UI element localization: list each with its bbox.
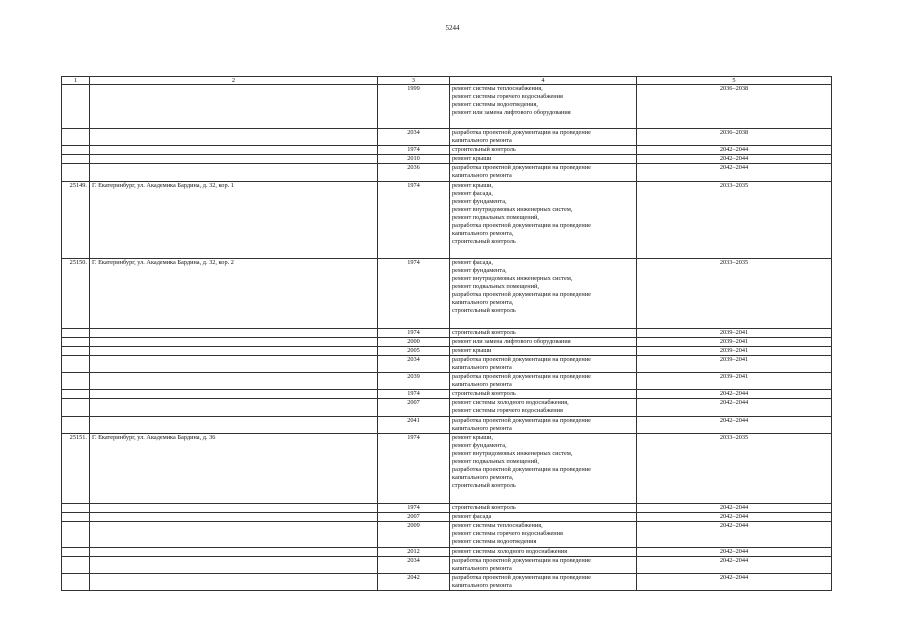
work-item: капитального ремонта — [452, 565, 512, 573]
column-number-4: 4 — [450, 77, 637, 85]
work-item: капитального ремонта — [452, 363, 512, 371]
work-item: ремонт фундамента, — [452, 197, 507, 205]
period-cell: 2039–2041 — [637, 337, 832, 346]
table-row — [62, 512, 832, 521]
row-number-cell — [62, 416, 90, 433]
address-cell — [90, 512, 378, 521]
period-cell: 2033–2035 — [637, 433, 832, 503]
work-item: капитального ремонта — [452, 381, 512, 389]
year-cell: 2034 — [378, 129, 450, 146]
work-item: капитального ремонта, — [452, 299, 514, 307]
row-number-cell — [62, 337, 90, 346]
row-number-cell — [62, 129, 90, 146]
table-body — [62, 77, 832, 591]
row-number-cell — [62, 373, 90, 390]
period-cell: 2042–2044 — [637, 512, 832, 521]
works-cell — [450, 164, 637, 181]
table-row — [62, 328, 832, 337]
works-cell — [450, 355, 637, 372]
address-cell — [90, 85, 378, 129]
table-row — [62, 155, 832, 164]
period-cell: 2042–2044 — [637, 503, 832, 512]
year-cell: 2036 — [378, 164, 450, 181]
works-cell — [450, 547, 637, 556]
work-item: ремонт внутридомовых инженерных систем, — [452, 274, 573, 282]
work-item: капитального ремонта, — [452, 230, 514, 238]
table-header-row — [62, 77, 832, 85]
work-item: капитального ремонта — [452, 424, 512, 432]
period-cell: 2039–2041 — [637, 373, 832, 390]
address-cell — [90, 373, 378, 390]
work-item: ремонт системы холодного водоснабжения, — [452, 399, 569, 407]
work-item: ремонт системы горячего водоснабжения — [452, 407, 563, 415]
address-cell — [90, 146, 378, 155]
address-cell — [90, 547, 378, 556]
row-number-cell — [62, 503, 90, 512]
work-item: ремонт системы холодного водоснабжения — [452, 547, 568, 555]
row-number-cell — [62, 346, 90, 355]
period-cell: 2042–2044 — [637, 146, 832, 155]
period-cell: 2042–2044 — [637, 416, 832, 433]
table-row — [62, 346, 832, 355]
period-cell: 2033–2035 — [637, 181, 832, 258]
address-cell — [90, 355, 378, 372]
work-item: строительный контроль — [452, 238, 516, 246]
address-cell — [90, 399, 378, 416]
row-number-cell — [62, 574, 90, 591]
column-number-2: 2 — [90, 77, 378, 85]
work-item: капитального ремонта — [452, 172, 512, 180]
works-cell — [450, 512, 637, 521]
address-cell — [90, 129, 378, 146]
year-cell: 2007 — [378, 399, 450, 416]
work-item: разработка проектной документации на проведение — [452, 466, 591, 474]
table-row — [62, 258, 832, 328]
address-cell — [90, 390, 378, 399]
work-item: ремонт фундамента, — [452, 441, 507, 449]
year-cell: 2042 — [378, 574, 450, 591]
period-cell: 2036–2038 — [637, 129, 832, 146]
work-item: ремонт внутридомовых инженерных систем, — [452, 449, 573, 457]
work-item: ремонт подвальных помещений, — [452, 457, 539, 465]
work-item: строительный контроль — [452, 146, 516, 154]
work-item: строительный контроль — [452, 307, 516, 315]
work-item: капитального ремонта — [452, 137, 512, 145]
works-cell — [450, 258, 637, 328]
table-row — [62, 503, 832, 512]
year-cell: 2034 — [378, 556, 450, 573]
period-cell: 2042–2044 — [637, 399, 832, 416]
table-row — [62, 146, 832, 155]
work-item: разработка проектной документации на проведение — [452, 222, 591, 230]
work-item: разработка проектной документации на проведение — [452, 290, 591, 298]
table-row — [62, 181, 832, 258]
year-cell: 1974 — [378, 433, 450, 503]
address-cell — [90, 155, 378, 164]
address-cell — [90, 574, 378, 591]
works-cell — [450, 146, 637, 155]
address-cell — [90, 521, 378, 547]
works-cell — [450, 373, 637, 390]
year-cell: 2041 — [378, 416, 450, 433]
period-cell: 2042–2044 — [637, 556, 832, 573]
work-item: ремонт крыши, — [452, 181, 494, 189]
work-item: ремонт системы водоотведения — [452, 538, 537, 546]
table-row — [62, 164, 832, 181]
table-row — [62, 416, 832, 433]
work-item: разработка проектной документации на проведение — [452, 574, 591, 582]
column-number-5: 5 — [637, 77, 832, 85]
table-row — [62, 433, 832, 503]
works-cell — [450, 129, 637, 146]
row-number-cell — [62, 556, 90, 573]
works-cell — [450, 181, 637, 258]
work-item: разработка проектной документации на проведение — [452, 355, 591, 363]
table-row — [62, 390, 832, 399]
work-item: ремонт системы теплоснабжения, — [452, 85, 543, 92]
year-cell: 2034 — [378, 355, 450, 372]
address-cell — [90, 164, 378, 181]
year-cell: 1974 — [378, 258, 450, 328]
work-item: строительный контроль — [452, 503, 516, 511]
work-item: капитального ремонта, — [452, 474, 514, 482]
repair-schedule-table — [61, 76, 832, 591]
column-number-1: 1 — [62, 77, 90, 85]
work-item: ремонт системы водоотведения, — [452, 101, 538, 109]
work-item: строительный контроль — [452, 390, 516, 398]
table-row — [62, 373, 832, 390]
row-number-cell — [62, 164, 90, 181]
work-item: ремонт внутридомовых инженерных систем, — [452, 205, 573, 213]
year-cell: 2009 — [378, 521, 450, 547]
address-cell — [90, 337, 378, 346]
row-number-cell — [62, 547, 90, 556]
period-cell: 2042–2044 — [637, 521, 832, 547]
work-item: ремонт крыши — [452, 155, 492, 163]
works-cell — [450, 416, 637, 433]
year-cell: 2005 — [378, 346, 450, 355]
work-item: разработка проектной документации на проведение — [452, 373, 591, 381]
work-item: ремонт фасада, — [452, 189, 493, 197]
address-cell — [90, 346, 378, 355]
address-cell: Г. Екатеринбург, ул. Академика Бардина, д. 36 — [90, 433, 378, 503]
period-cell: 2042–2044 — [637, 390, 832, 399]
works-cell — [450, 390, 637, 399]
row-number-cell — [62, 155, 90, 164]
row-number-cell — [62, 328, 90, 337]
work-item: ремонт системы теплоснабжения, — [452, 521, 543, 529]
table-row — [62, 355, 832, 372]
year-cell: 2007 — [378, 512, 450, 521]
year-cell: 2012 — [378, 547, 450, 556]
period-cell: 2033–2035 — [637, 258, 832, 328]
period-cell: 2036–2038 — [637, 85, 832, 129]
works-cell — [450, 155, 637, 164]
year-cell: 1974 — [378, 181, 450, 258]
address-cell: Г. Екатеринбург, ул. Академика Бардина, д. 32, кор. 1 — [90, 181, 378, 258]
work-item: разработка проектной документации на проведение — [452, 129, 591, 136]
row-number-cell — [62, 85, 90, 129]
address-cell: Г. Екатеринбург, ул. Академика Бардина, д. 32, кор. 2 — [90, 258, 378, 328]
row-number-cell — [62, 521, 90, 547]
period-cell: 2039–2041 — [637, 328, 832, 337]
row-number-cell — [62, 399, 90, 416]
works-cell — [450, 328, 637, 337]
works-cell — [450, 433, 637, 503]
row-number-cell — [62, 390, 90, 399]
row-number-cell — [62, 512, 90, 521]
period-cell: 2042–2044 — [637, 164, 832, 181]
row-number-cell: 25150. — [62, 258, 90, 328]
work-item: ремонт системы горячего водоснабжения — [452, 93, 563, 101]
works-cell — [450, 503, 637, 512]
work-item: капитального ремонта — [452, 582, 512, 590]
row-number-cell — [62, 146, 90, 155]
address-cell — [90, 416, 378, 433]
table-row — [62, 574, 832, 591]
address-cell — [90, 556, 378, 573]
work-item: ремонт подвальных помещений, — [452, 282, 539, 290]
address-cell — [90, 503, 378, 512]
work-item: ремонт системы горячего водоснабжения — [452, 529, 563, 537]
table-row — [62, 85, 832, 129]
work-item: ремонт фасада, — [452, 258, 493, 266]
year-cell: 1974 — [378, 146, 450, 155]
address-cell — [90, 328, 378, 337]
work-item: разработка проектной документации на проведение — [452, 416, 591, 424]
work-item: строительный контроль — [452, 482, 516, 490]
year-cell: 1974 — [378, 390, 450, 399]
works-cell — [450, 399, 637, 416]
year-cell: 2000 — [378, 337, 450, 346]
work-item: разработка проектной документации на проведение — [452, 164, 591, 172]
table-row — [62, 556, 832, 573]
work-item: ремонт или замена лифтового оборудования — [452, 337, 571, 345]
works-cell — [450, 346, 637, 355]
works-cell — [450, 521, 637, 547]
year-cell: 2010 — [378, 155, 450, 164]
row-number-cell: 25151. — [62, 433, 90, 503]
work-item: разработка проектной документации на проведение — [452, 556, 591, 564]
works-cell — [450, 556, 637, 573]
year-cell: 1974 — [378, 328, 450, 337]
work-item: ремонт фасада — [452, 512, 492, 520]
work-item: ремонт крыши, — [452, 433, 494, 441]
year-cell: 2039 — [378, 373, 450, 390]
table-row — [62, 521, 832, 547]
table-row — [62, 547, 832, 556]
row-number-cell: 25149. — [62, 181, 90, 258]
page-number: 5244 — [445, 24, 460, 32]
work-item: строительный контроль — [452, 328, 516, 336]
work-item: ремонт или замена лифтового оборудования — [452, 109, 571, 117]
period-cell: 2042–2044 — [637, 574, 832, 591]
period-cell: 2042–2044 — [637, 155, 832, 164]
row-number-cell — [62, 355, 90, 372]
period-cell: 2039–2041 — [637, 355, 832, 372]
work-item: ремонт подвальных помещений, — [452, 213, 539, 221]
works-cell — [450, 574, 637, 591]
table-row — [62, 129, 832, 146]
table-row — [62, 337, 832, 346]
period-cell: 2039–2041 — [637, 346, 832, 355]
works-cell — [450, 85, 637, 129]
works-cell — [450, 337, 637, 346]
year-cell: 1974 — [378, 503, 450, 512]
work-item: ремонт фундамента, — [452, 266, 507, 274]
year-cell: 1999 — [378, 85, 450, 129]
table-row — [62, 399, 832, 416]
period-cell: 2042–2044 — [637, 547, 832, 556]
work-item: ремонт крыши — [452, 346, 492, 354]
column-number-3: 3 — [378, 77, 450, 85]
